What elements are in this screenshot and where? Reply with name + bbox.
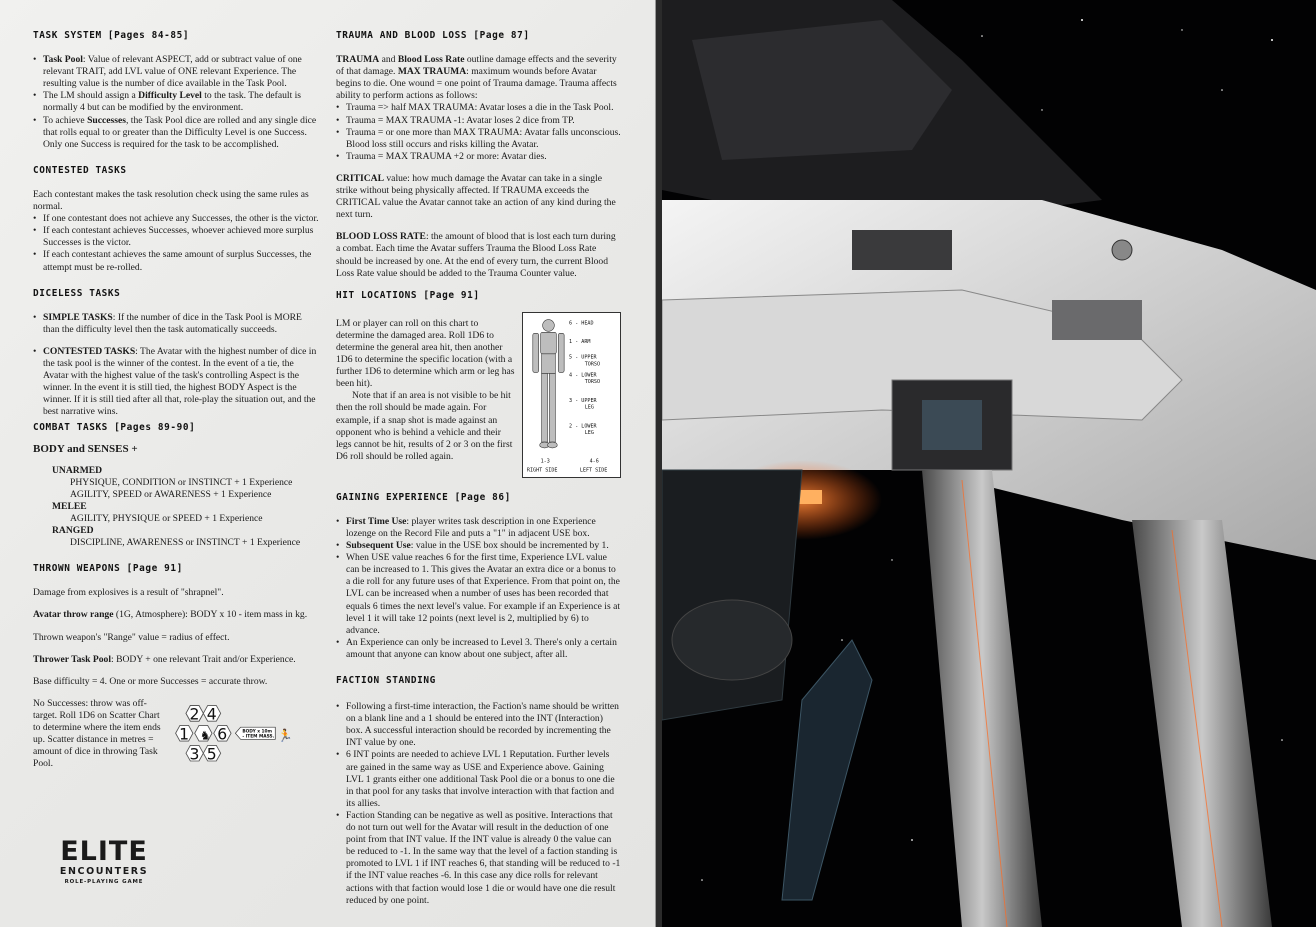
hit-left-side: LEFT SIDE (579, 467, 608, 474)
hex-label: 4 (206, 705, 217, 724)
diceless-list (33, 312, 319, 336)
hex-label: 2 (189, 705, 200, 724)
trauma-intro: TRAUMA and Blood Loss Rate outline damage effects and the severity of that damage. MAX TRAUMA: maximum wounds before Avatar begins to die. One wound = one point of Trauma damage. Trauma affects ability to perform actions as follows: (336, 54, 617, 102)
combat-heading: COMBAT TASKS [Pages 89-90] (33, 422, 196, 434)
hit-label-upper-leg: 3 - UPPER (569, 397, 597, 404)
faction-heading: FACTION STANDING (336, 675, 436, 686)
left-pylon (922, 470, 1042, 927)
experience-heading: GAINING EXPERIENCE [Page 86] (336, 491, 511, 503)
contested-heading: CONTESTED TASKS (33, 164, 127, 176)
critical-text: CRITICAL value: how much damage the Avatar can take in a single strike without being physically affected. If TRAUMA exceeds the CRITICAL value the Avatar cannot take an action of any kind during the next turn. (336, 172, 616, 221)
thrown-p2: Avatar throw range (1G, Atmosphere): BODY x 10 - item mass in kg. (33, 609, 308, 621)
logo-line-2: ENCOUNTERS (59, 866, 149, 877)
ranged-line-1: DISCIPLINE, AWARENESS or INSTINCT + 1 Experience (70, 537, 301, 549)
list-item: • First Time Use: player writes task description in one Experience lozenge on the Record File and puts a "1" in adjacent USE box. (336, 516, 622, 540)
space-station-artwork (662, 0, 1316, 927)
list-item: • An Experience can only be increased to Level 3. There's only a certain amount that anyone can know about one subject, after all. (336, 637, 622, 661)
thrown-heading: THROWN WEAPONS [Page 91] (33, 563, 183, 575)
thrown-p6: No Successes: throw was off-target. Roll 1D6 on Scatter Chart to determine where the item ends up. Scatter distance in metres = amount of dice in throwing Task Pool. (33, 697, 161, 770)
hit-label-lower-leg-2: LEG (584, 429, 594, 436)
trauma-list (336, 102, 622, 162)
hit-range-left: 4-6 (589, 458, 599, 465)
scatter-chart-area (33, 698, 319, 772)
list-item: • If one contestant does not achieve any Successes, the other is the victor. (33, 213, 319, 225)
range-arrow-label-2: - ITEM MASS. (242, 734, 275, 740)
unarmed-line-2: AGILITY, SPEED or AWARENESS + 1 Experience (70, 488, 272, 500)
diceless-list-2 (33, 346, 319, 419)
hit-p2: Note that if an area is not visible to be hit then the roll should be made again. For example, if a snap shot is made against an opponent who is behind a vehicle and their legs cannot be hit, results of 2 or 3 on the first D6 roll should be rolled again. (336, 390, 513, 462)
throwing-person-icon: 🏃 (277, 728, 293, 743)
list-item: • Following a first-time interaction, the Faction's name should be written on a blank line and a 1 should be entered into the INT (Interaction) box. A successful interaction should be recorded by incrementing the INT value by one. (336, 701, 622, 749)
hit-label-upper-leg-2: LEG (584, 404, 594, 411)
list-item: • Task Pool: Value of relevant ASPECT, add or subtract value of one relevant TRAIT, add LVL value of ONE relevant Experience. The resulting value is the number of dice available in the Task Pool. (33, 54, 319, 90)
logo-line-3: ROLE-PLAYING GAME (64, 879, 144, 885)
contested-intro: Each contestant makes the task resolution check using the same rules as normal. (33, 188, 309, 213)
habitat-ring (672, 600, 792, 680)
ranged-label: RANGED (52, 525, 94, 537)
hit-locations-text (336, 318, 518, 467)
hex-label: 1 (179, 725, 189, 744)
hull-vent (852, 230, 952, 270)
thrower-figure-icon: ♞ (199, 728, 211, 743)
task-system-heading: TASK SYSTEM [Pages 84-85] (33, 30, 190, 41)
list-item: • Trauma = or one more than MAX TRAUMA: Avatar falls unconscious. Blood loss still occurs and risks killing the Avatar. (336, 127, 622, 151)
hit-locations-heading: HIT LOCATIONS [Page 91] (336, 289, 480, 301)
hit-locations-area (336, 318, 622, 488)
left-column (33, 26, 319, 772)
list-item: • CONTESTED TASKS: The Avatar with the highest number of dice in the task pool is the winner of the contest. In the event of a tie, the Avatar with the highest value of the task's controlling Aspect is the winner. In the event it is still tied, the highest BODY Aspect is the winner. If it is still tied after all that, role-play the situation out, and the best narrative wins. (33, 346, 319, 419)
list-item: • 6 INT points are needed to achieve LVL 1 Reputation. Further levels are gained in the same way as USE and Experience above. Gaining LVL 1 grants either one additional Task Pool die or a bonus to one die in that pool for any tasks that involve interaction with that faction and its allies. (336, 749, 622, 809)
scatter-hex-chart (173, 698, 303, 772)
hit-label-lower-torso: 4 - LOWER (569, 372, 597, 379)
task-system-list (33, 54, 319, 151)
faction-list (336, 701, 622, 907)
thrown-p5: Base difficulty = 4. One or more Successes = accurate throw. (33, 675, 268, 687)
hex-label: 5 (206, 745, 217, 764)
rules-page (0, 0, 656, 927)
list-item: • Trauma = MAX TRAUMA -1: Avatar loses 2 dice from TP. (336, 115, 622, 127)
unarmed-line-1: PHYSIQUE, CONDITION or INSTINCT + 1 Experience (70, 476, 293, 488)
thrown-p1: Damage from explosives is a result of "shrapnel". (33, 587, 224, 599)
hit-label-arm: 1 - ARM (569, 338, 591, 345)
blood-loss-text: BLOOD LOSS RATE: the amount of blood that is lost each turn during a combat. Each time the Avatar suffers Trauma the Blood Loss Rate should be increased by one. At the end of every turn, the current Blood Loss Rate value should be added to the Trauma Counter value. (336, 231, 616, 279)
hit-right-side: RIGHT SIDE (526, 467, 558, 474)
combat-subtitle: BODY and SENSES + (33, 442, 138, 455)
lattice-tower (782, 640, 872, 900)
list-item: • SIMPLE TASKS: If the number of dice in the Task Pool is MORE than the difficulty level then the task automatically succeeds. (33, 312, 319, 336)
hit-label-lower-leg: 2 - LOWER (569, 423, 597, 430)
elite-encounters-logo (54, 838, 154, 887)
hit-location-chart (522, 312, 621, 478)
body-silhouette-icon (533, 319, 564, 447)
range-arrow-label-1: BODY x 10m (242, 729, 273, 735)
hex-label: 3 (189, 745, 200, 764)
contested-list (33, 213, 319, 273)
list-item: • Subsequent Use: value in the USE box should be incremented by 1. (336, 540, 622, 552)
hex-label: 6 (217, 725, 228, 744)
hull-panel (1052, 300, 1142, 340)
melee-line-1: AGILITY, PHYSIQUE or SPEED + 1 Experience (70, 513, 263, 524)
right-column (336, 26, 622, 911)
station-illustration (662, 0, 1316, 927)
hit-label-head: 6 - HEAD (569, 320, 594, 327)
logo-line-1: ELITE (60, 836, 148, 867)
list-item: • The LM should assign a Difficulty Level to the task. The default is normally 4 but can be modified by the environment. (33, 90, 319, 114)
unarmed-label: UNARMED (52, 464, 103, 476)
list-item: • Trauma => half MAX TRAUMA: Avatar loses a die in the Task Pool. (336, 102, 622, 114)
list-item: • If each contestant achieves Successes, whoever achieved more surplus Successes is the victor. (33, 225, 319, 249)
right-pylon (1132, 520, 1272, 927)
thrown-p3: Thrown weapon's "Range" value = radius of effect. (33, 631, 230, 643)
hull-light (1112, 240, 1132, 260)
hit-label-upper-torso: 5 - UPPER (569, 354, 597, 361)
thrown-p4: Thrower Task Pool: BODY + one relevant Trait and/or Experience. (33, 653, 296, 665)
diceless-heading: DICELESS TASKS (33, 287, 121, 299)
hit-label-upper-torso-2: TORSO (584, 361, 601, 368)
docking-window (922, 400, 982, 450)
list-item: • If each contestant achieves the same amount of surplus Successes, the attempt must be re-rolled. (33, 249, 319, 273)
experience-list (336, 516, 622, 661)
list-item: • When USE value reaches 6 for the first time, Experience LVL value can be increased to 1. This gives the Avatar an extra dice or a bonus to a die roll for any future uses of that Experience. From that point on, the LVL can be increased when a number of uses has been recorded that equals 6 times the next level's value. For example if an Experience is at level 1 it will take 12 points (next level is 2, multiplied by 6) to advance. (336, 552, 622, 637)
hit-range-right: 1-3 (540, 458, 550, 465)
lattice-structure (662, 470, 802, 720)
melee-label: MELEE (52, 500, 87, 512)
hit-label-lower-torso-2: TORSO (584, 379, 601, 386)
trauma-heading: TRAUMA AND BLOOD LOSS [Page 87] (336, 30, 530, 41)
list-item: • Trauma = MAX TRAUMA +2 or more: Avatar dies. (336, 151, 622, 163)
list-item: • To achieve Successes, the Task Pool dice are rolled and any single dice that rolls equal to or greater than the Difficulty Level is one Success. Only one Success is required for the task to be accomplished. (33, 115, 319, 151)
hit-p1: LM or player can roll on this chart to determine the damaged area. Roll 1D6 to determine the general area hit, then another 1D6 to determine the specific location (with a further 1D6 to determine which arm or leg has been hit). (336, 317, 515, 390)
list-item: • Faction Standing can be negative as well as positive. Interactions that do not turn out well for the Avatar will result in the deduction of one point from that INT value. If the INT value is already 0 the value can be reduced to -1. In the same way that the level of a faction standing is promoted to LVL 1 if INT reaches 6, that standing will be reduced to -1 if the INT value reaches -6. In this case any dice rolls for relevant actions with that faction would lose 1 die or would have one die result reduced by one point. (336, 810, 622, 907)
